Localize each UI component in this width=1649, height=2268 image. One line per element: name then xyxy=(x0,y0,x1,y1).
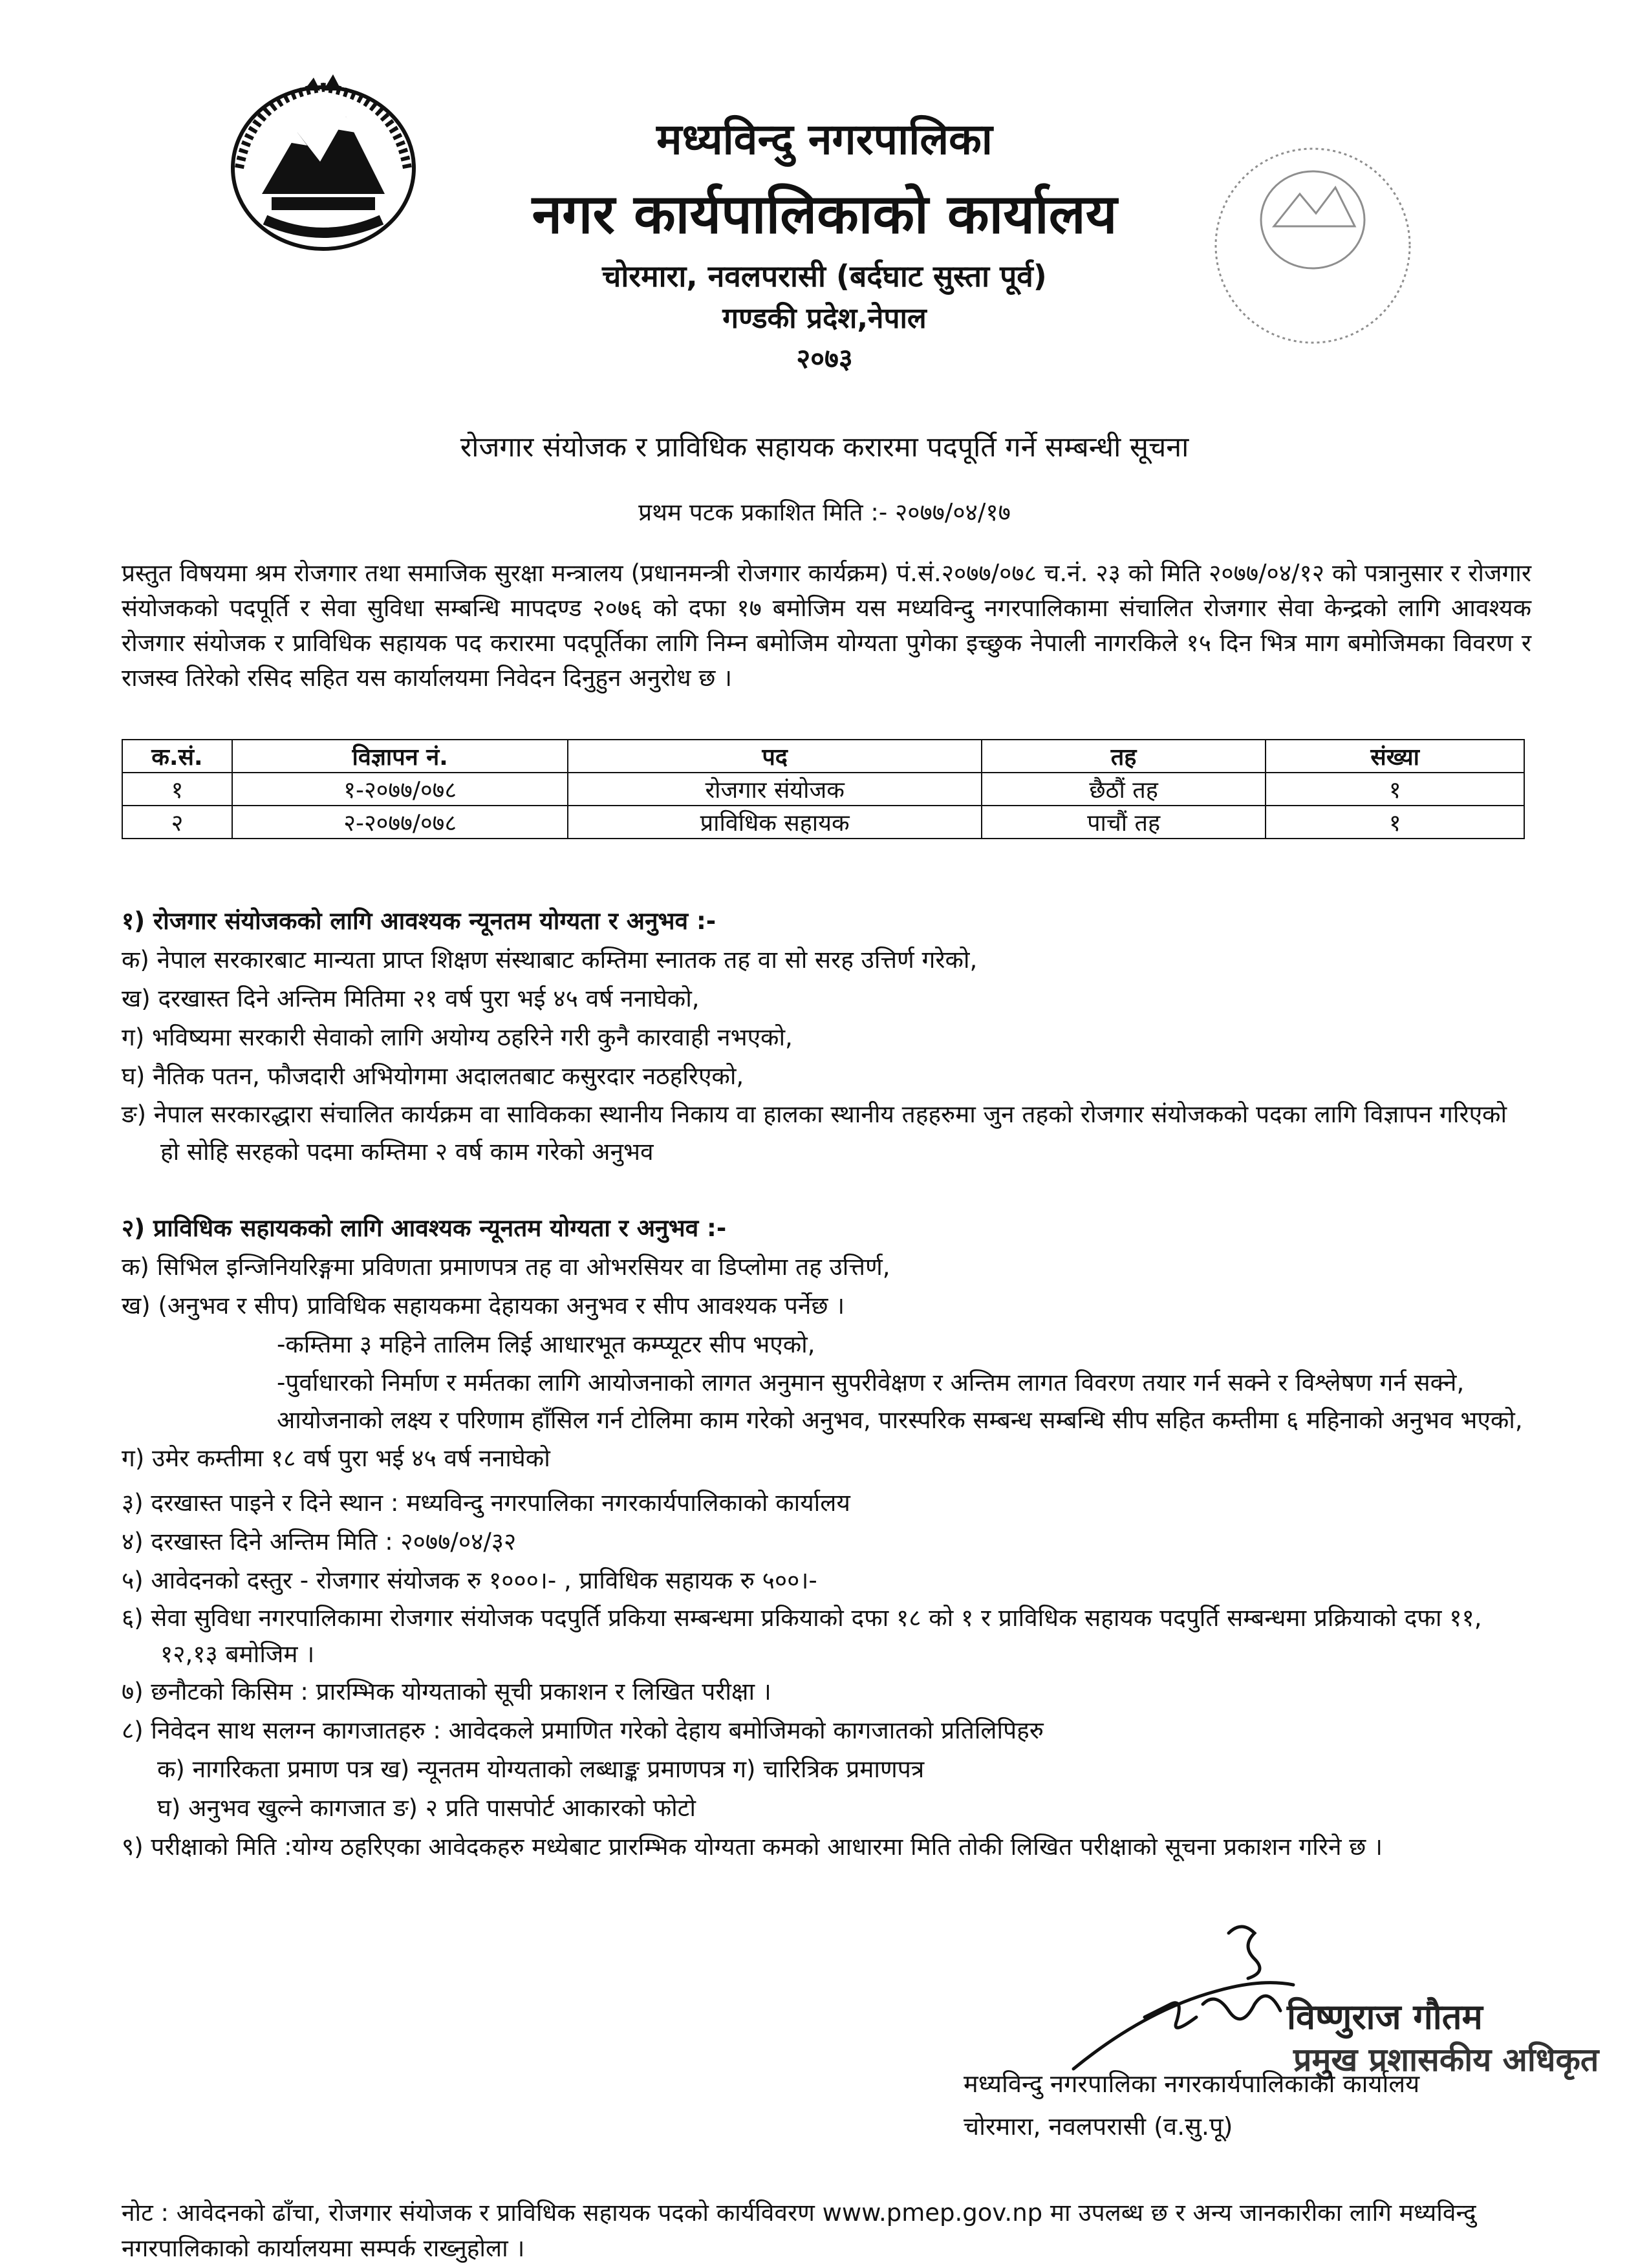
cell-count: १ xyxy=(1266,773,1524,806)
signer-name: विष्णुराज गौतम xyxy=(1287,1996,1483,2037)
list-item: क) नागरिकता प्रमाण पत्र ख) न्यूनतम योग्यताको लब्धाङ्क प्रमाणपत्र ग) चारित्रिक प्रमाणपत्र xyxy=(157,1755,925,1783)
col-post: पद xyxy=(568,740,981,773)
list-item: क) नेपाल सरकारबाट मान्यता प्राप्त शिक्षण संस्थाबाट कम्तिमा स्नातक तह वा सो सरह उत्तिर्ण गरेको, xyxy=(122,946,978,974)
publication-date: प्रथम पटक प्रकाशित मिति :- २०७७/०४/१७ xyxy=(638,498,1011,526)
table-row xyxy=(122,806,1524,839)
list-item: घ) अनुभव खुल्ने कागजात ङ) २ प्रति पासपोर्ट आकारको फोटो xyxy=(157,1794,696,1822)
vacancy-table xyxy=(122,739,1525,839)
cell-count: १ xyxy=(1266,806,1524,839)
section-heading: २) प्राविधिक सहायकको लागि आवश्यक न्यूनतम योग्यता र अनुभव :- xyxy=(122,1214,727,1242)
col-advert-no: विज्ञापन नं. xyxy=(232,740,568,773)
cell-level: छैठौं तह xyxy=(982,773,1266,806)
footnote: नोट : आवेदनको ढाँचा, रोजगार संयोजक र प्राविधिक सहायक पदको कार्यविवरण www.pmep.gov.np मा उपलब्ध छ र अन्य जानकारीका लागि मध्यविन्दु नगरपालिकाको कार्यालयमा सम्पर्क राख्नुहोला । xyxy=(122,2199,1476,2262)
office-name: नगर कार्यपालिकाको कार्यालय xyxy=(532,182,1117,246)
signatory-address: चोरमारा, नवलपरासी (व.सु.पू) xyxy=(964,2112,1233,2141)
signature-block xyxy=(964,2062,1546,2148)
notice-title: रोजगार संयोजक र प्राविधिक सहायक करारमा पदपूर्ति गर्ने सम्बन्धी सूचना xyxy=(460,431,1189,464)
list-item: ८) निवेदन साथ सलग्न कागजातहरु : आवेदकले प्रमाणित गरेको देहाय बमोजिमको कागजातको प्रतिलिपिहरु xyxy=(122,1717,1044,1744)
list-item: ख) (अनुभव र सीप) प्राविधिक सहायकमा देहायका अनुभव र सीप आवश्यक पर्नेछ । xyxy=(122,1292,845,1320)
list-item: ग) भविष्यमा सरकारी सेवाको लागि अयोग्य ठहरिने गरी कुनै कारवाही नभएको, xyxy=(122,1023,793,1051)
coordinator-requirements xyxy=(122,902,1531,1171)
list-item: ७) छनौटको किसिम : प्रारम्भिक योग्यताको सूची प्रकाशन र लिखित परीक्षा । xyxy=(122,1678,771,1706)
list-item: ग) उमेर कम्तीमा १८ वर्ष पुरा भई ४५ वर्ष ननाघेको xyxy=(122,1444,550,1472)
intro-paragraph: प्रस्तुत विषयमा श्रम रोजगार तथा समाजिक सुरक्षा मन्त्रालय (प्रधानमन्त्री रोजगार कार्यक्रम) पं.सं.२०७७/०७८ च.नं. २३ को मिति २०७७/०४/१२ को पत्रानुसार र रोजगार संयोजकको पदपूर्ति र सेवा सुविधा सम्बन्धि मापदण्ड २०७६ को दफा १७ बमोजिम यस मध्यविन्दु नगरपालिकामा संचालित रोजगार सेवा केन्द्रको लागि आवश्यक रोजगार संयोजक र प्राविधिक सहायक पद करारमा पदपूर्तिका लागि निम्न बमोजिम योग्यता पुगेका इच्छुक नेपाली नागरकिले १५ दिन भित्र माग बमोजिमका विवरण र राजस्व तिरेको रसिद सहित यस कार्यालयमा निवेदन दिनुहुन अनुरोध छ । xyxy=(122,559,1531,692)
list-item: ९) परीक्षाको मिति :योग्य ठहरिएका आवेदकहरु मध्येबाट प्रारम्भिक योग्यता कमको आधारमा मिति तोकी लिखित परीक्षाको सूचना प्रकाशन गरिने छ । xyxy=(122,1833,1383,1861)
list-item: ४) दरखास्त दिने अन्तिम मिति : २०७७/०४/३२ xyxy=(122,1528,517,1556)
cell-sn: १ xyxy=(122,773,232,806)
col-sn: क.सं. xyxy=(122,740,232,773)
list-item: -कम्तिमा ३ महिने तालिम लिई आधारभूत कम्प्यूटर सीप भएको, xyxy=(277,1331,815,1358)
municipality-name: मध्यविन्दु नगरपालिका xyxy=(656,114,993,164)
cell-sn: २ xyxy=(122,806,232,839)
cell-post: प्राविधिक सहायक xyxy=(568,806,981,839)
technical-assistant-requirements xyxy=(122,1209,1531,1478)
cell-post: रोजगार संयोजक xyxy=(568,773,981,806)
col-level: तह xyxy=(982,740,1266,773)
list-item: ३) दरखास्त पाइने र दिने स्थान : मध्यविन्दु नगरपालिका नगरकार्यपालिकाको कार्यालय xyxy=(122,1489,850,1517)
signatory-office: मध्यविन्दु नगरपालिका नगरकार्यपालिकाको कार्यालय xyxy=(964,2070,1420,2098)
list-item: क) सिभिल इन्जिनियरिङ्गमा प्रविणता प्रमाणपत्र तह वा ओभरसियर वा डिप्लोमा तह उत्तिर्ण, xyxy=(122,1253,890,1281)
section-heading: १) रोजगार संयोजकको लागि आवश्यक न्यूनतम योग्यता र अनुभव :- xyxy=(122,907,717,935)
cell-advert-no: १-२०७७/०७८ xyxy=(232,773,568,806)
province-line: गण्डकी प्रदेश,नेपाल xyxy=(722,302,927,335)
address-line: चोरमारा, नवलपरासी (बर्दघाट सुस्ता पूर्व) xyxy=(602,259,1047,294)
table-row xyxy=(122,773,1524,806)
list-item: -पुर्वाधारको निर्माण र मर्मतका लागि आयोजनाको लागत अनुमान सुपरीवेक्षण र अन्तिम लागत विवरण तयार गर्न सक्ने र विश्लेषण गर्न सक्ने, आयोजनाको लक्ष्य र परिणाम हाँसिल गर्न टोलिमा काम गरेको अनुभव, पारस्परिक सम्बन्ध सम्बन्धि सीप सहित कम्तीमा ६ महिनाको अनुभव भएको, xyxy=(277,1369,1523,1434)
list-item: घ) नैतिक पतन, फौजदारी अभियोगमा अदालतबाट कसुरदार नठहरिएको, xyxy=(122,1062,744,1090)
col-count: संख्या xyxy=(1266,740,1524,773)
official-stamp xyxy=(1196,136,1442,394)
list-item: ६) सेवा सुविधा नगरपालिकामा रोजगार संयोजक पदपुर्ति प्रकिया सम्बन्धमा प्रकियाको दफा १८ को १ र प्राविधिक सहायक पदपुर्ति सम्बन्धमा प्रक्रियाको दफा ११, १२,१३ बमोजिम । xyxy=(122,1604,1482,1668)
list-item: ङ) नेपाल सरकारद्धारा संचालित कार्यक्रम वा साविकका स्थानीय निकाय वा हालका स्थानीय तहहरुमा जुन तहको रोजगार संयोजकको पदका लागि विज्ञापन गरिएको हो सोहि सरहको पदमा कम्तिमा २ वर्ष काम गरेको अनुभव xyxy=(122,1100,1507,1166)
established-year: २०७३ xyxy=(796,343,853,374)
table-header-row xyxy=(122,740,1524,773)
cell-advert-no: २-२०७७/०७८ xyxy=(232,806,568,839)
list-item: ख) दरखास्त दिने अन्तिम मितिमा २१ वर्ष पुरा भई ४५ वर्ष ननाघेको, xyxy=(122,985,700,1012)
list-item: ५) आवेदनको दस्तुर - रोजगार संयोजक रु १०००।- , प्राविधिक सहायक रु ५००।- xyxy=(122,1567,817,1594)
cell-level: पाचौं तह xyxy=(982,806,1266,839)
application-details xyxy=(122,1484,1531,1867)
signer-title: प्रमुख प्रशासकीय अधिकृत xyxy=(1293,2041,1599,2079)
